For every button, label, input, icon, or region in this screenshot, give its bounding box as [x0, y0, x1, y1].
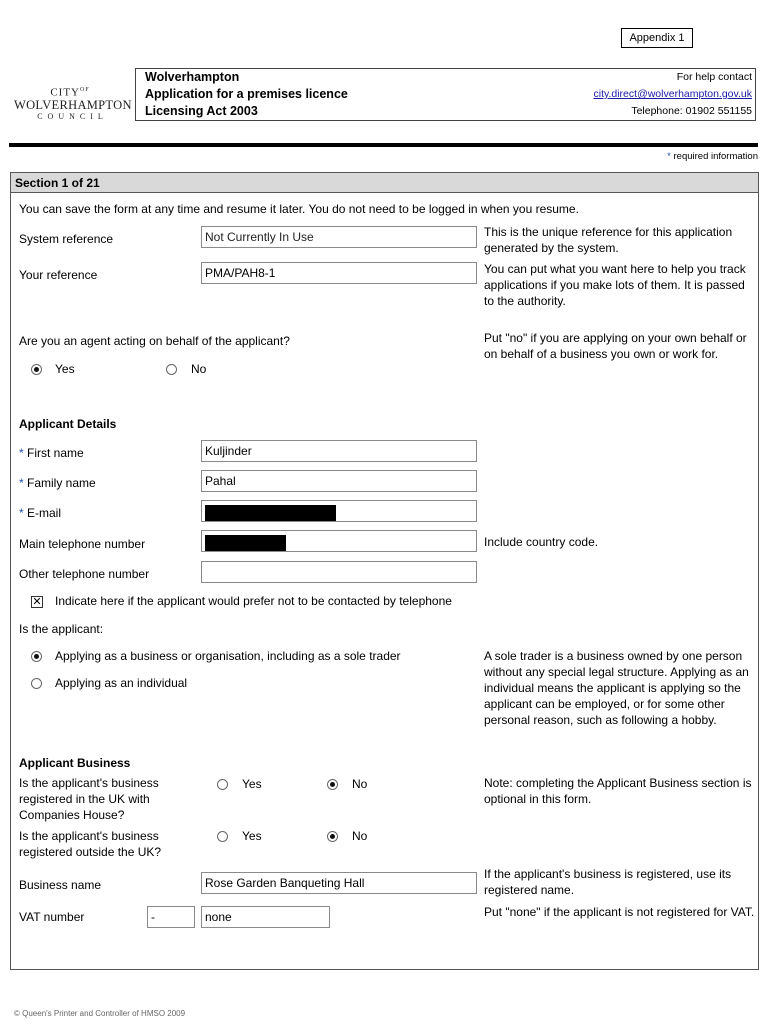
first-name-label	[19, 445, 84, 461]
business-name-input[interactable]: Rose Garden Banqueting Hall	[201, 872, 477, 894]
appendix-label: Appendix 1	[621, 28, 693, 48]
applicant-type-help: A sole trader is a business owned by one person without any special legal structure. Applying as an individual means the applicant is applying so the applicant can be employed, or for some other personal reason, such as following a hobby.	[484, 649, 749, 727]
vat-number-label: VAT number	[19, 910, 85, 924]
logo-line3: COUNCIL	[37, 111, 108, 121]
no-phone-contact-label: Indicate here if the applicant would prefer not to be contacted by telephone	[55, 594, 452, 608]
email-label-text: E-mail	[27, 506, 62, 520]
applicant-business-heading: Applicant Business	[19, 756, 131, 770]
help-email-link[interactable]: city.direct@wolverhampton.gov.uk	[593, 88, 752, 100]
no-phone-contact-checkbox[interactable]: ✕	[32, 596, 42, 608]
outside-uk-yes-label: Yes	[242, 829, 262, 843]
vat-prefix-input[interactable]: -	[147, 906, 195, 928]
logo-line1: CITY	[50, 86, 80, 99]
your-reference-help: You can put what you want here to help you track applications if you make lots of them. It is passed to the authority.	[484, 262, 746, 308]
council-logo	[14, 84, 132, 122]
main-phone-label: Main telephone number	[19, 537, 146, 551]
first-name-required-star: *	[19, 446, 24, 460]
uk-registered-no-radio[interactable]	[327, 779, 338, 790]
form-header	[135, 68, 756, 121]
your-reference-input[interactable]: PMA/PAH8-1	[201, 262, 477, 284]
vat-help: Put "none" if the applicant is not registered for VAT.	[484, 905, 755, 919]
applicant-type-business-label: Applying as a business or organisation, including as a sole trader	[55, 649, 401, 663]
outside-uk-yes-radio[interactable]	[217, 831, 228, 842]
help-phone: Telephone: 01902 551155	[631, 105, 752, 117]
other-phone-label: Other telephone number	[19, 567, 150, 581]
required-info-text: required information	[673, 151, 758, 162]
copyright-footer: © Queen's Printer and Controller of HMSO 2009	[14, 1009, 186, 1018]
main-phone-help: Include country code.	[484, 535, 599, 549]
agent-no-radio[interactable]	[166, 364, 177, 375]
section-title: Section 1 of 21	[11, 173, 758, 193]
applicant-type-individual-label: Applying as an individual	[55, 676, 188, 690]
system-reference-label: System reference	[19, 232, 114, 246]
section-intro: You can save the form at any time and resume it later. You do not need to be logged in when you resume.	[19, 202, 579, 216]
outside-uk-question: Is the applicant's business registered outside the UK?	[19, 829, 162, 859]
header-title-line1: Wolverhampton	[145, 70, 240, 84]
uk-registered-yes-radio[interactable]	[217, 779, 228, 790]
first-name-label-text: First name	[27, 446, 84, 460]
uk-registered-question: Is the applicant's business registered in the UK with Companies House?	[19, 776, 159, 822]
applicant-type-business-radio[interactable]	[31, 651, 42, 662]
email-required-star: *	[19, 506, 24, 520]
family-name-label-text: Family name	[27, 476, 96, 490]
vat-number-input[interactable]: none	[201, 906, 330, 928]
outside-uk-no-label: No	[352, 829, 368, 843]
uk-registered-yes-label: Yes	[242, 777, 262, 791]
applicant-details-heading: Applicant Details	[19, 417, 117, 431]
agent-help: Put "no" if you are applying on your own behalf or on behalf of a business you own or work for.	[484, 331, 747, 361]
uk-registered-no-label: No	[352, 777, 368, 791]
outside-uk-no-radio[interactable]	[327, 831, 338, 842]
section-1	[10, 172, 759, 970]
your-reference-label: Your reference	[19, 268, 98, 282]
email-input[interactable]	[201, 500, 477, 522]
required-star: *	[667, 151, 671, 162]
required-info-note	[667, 151, 758, 162]
email-label	[19, 505, 61, 521]
help-contact-label: For help contact	[676, 71, 752, 83]
main-phone-input[interactable]	[201, 530, 477, 552]
business-name-help: If the applicant's business is registered, use its registered name.	[484, 867, 732, 897]
header-divider	[9, 143, 758, 147]
family-name-input[interactable]: Pahal	[201, 470, 477, 492]
applicant-type-individual-radio[interactable]	[31, 678, 42, 689]
system-reference-help: This is the unique reference for this application generated by the system.	[484, 225, 733, 255]
system-reference-field: Not Currently In Use	[201, 226, 477, 248]
uk-registered-help: Note: completing the Applicant Business section is optional in this form.	[484, 776, 752, 806]
other-phone-input[interactable]	[201, 561, 477, 583]
first-name-input[interactable]: Kuljinder	[201, 440, 477, 462]
logo-line2: WOLVERHAMPTON	[14, 97, 132, 112]
agent-yes-label: Yes	[55, 362, 75, 376]
email-redaction	[205, 505, 336, 521]
business-name-label: Business name	[19, 878, 102, 892]
applicant-type-question: Is the applicant:	[19, 622, 104, 636]
agent-question: Are you an agent acting on behalf of the applicant?	[19, 334, 290, 348]
logo-line1-sup: OF	[80, 87, 90, 93]
header-title-line3: Licensing Act 2003	[145, 104, 258, 118]
agent-yes-radio[interactable]	[31, 364, 42, 375]
agent-no-label: No	[191, 362, 207, 376]
family-name-required-star: *	[19, 476, 24, 490]
family-name-label	[19, 475, 96, 491]
main-phone-redaction	[205, 535, 286, 551]
header-title-line2: Application for a premises licence	[145, 87, 348, 101]
